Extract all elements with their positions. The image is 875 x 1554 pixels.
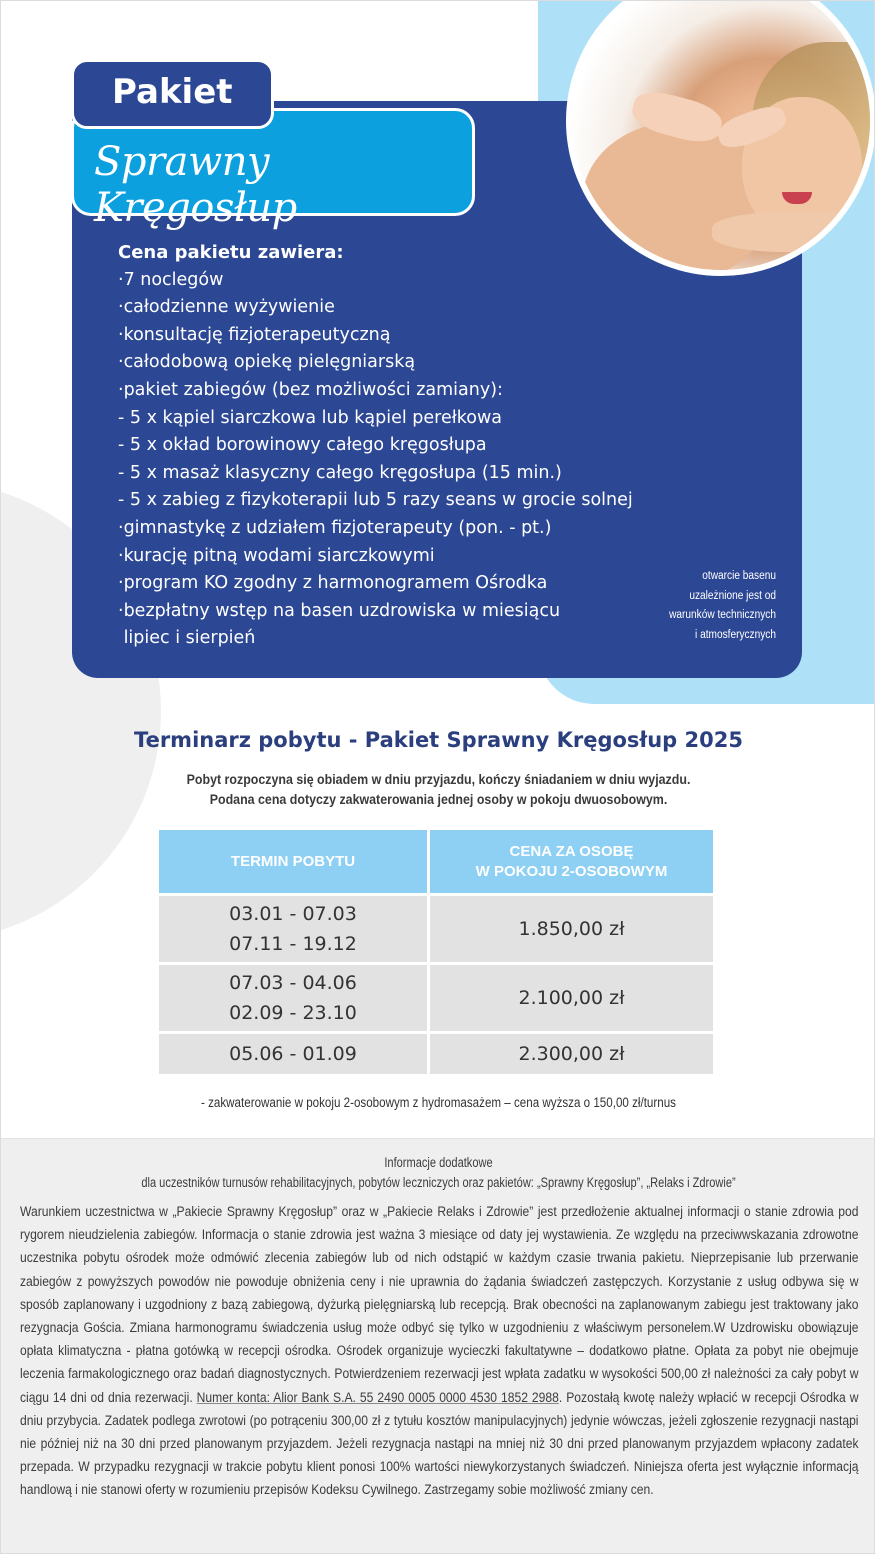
header-dates: TERMIN POBYTU [159,830,427,893]
includes-item: ·gimnastykę z udziałem fizjoterapeuty (pon. - pt.) [118,517,552,538]
price-cell: 2.100,00 zł [430,965,713,1031]
schedule-subtitle-line: Podana cena dotyczy zakwaterowania jednej osoby w pokoju dwuosobowym. [209,792,668,807]
schedule-subtitle-line: Pobyt rozpoczyna się obiadem w dniu przyjazdu, kończy śniadaniem w dniu wyjazdu. [186,772,691,787]
date-range: 02.09 - 23.10 [229,1002,357,1024]
includes-item: ·całodzienne wyżywienie [118,297,335,318]
pool-note-line: i atmosferycznych [695,628,776,641]
package-label-tab [71,59,274,129]
pool-note-line: otwarcie basenu [702,570,776,582]
info-heading [80,1153,798,1193]
includes-item: - 5 x masaż klasyczny całego kręgosłupa (15 min.) [118,462,562,483]
date-range: 07.11 - 19.12 [229,933,357,955]
includes-item: ·całodobową opiekę pielęgniarską [118,352,416,373]
includes-item: ·bezpłatny wstęp na basen uzdrowiska w miesiącu [118,600,561,621]
price-table [156,827,716,1077]
additional-info-section [1,1138,875,1554]
table-row [159,1034,713,1074]
info-body-text [20,1201,858,1503]
pool-note-line: uzależnione jest od [689,589,776,602]
header-price-line: CENA ZA OSOBĘ [509,842,634,860]
bank-account-link[interactable]: Numer konta: Alior Bank S.A. 55 2490 0005 0000 4530 1852 2988 [196,1389,559,1406]
includes-item: ·pakiet zabiegów (bez możliwości zamiany): [118,379,503,400]
package-includes-list [118,239,633,653]
header-price [430,830,713,893]
price-cell: 2.300,00 zł [430,1034,713,1074]
hydromassage-note: - zakwaterowanie w pokoju 2-osobowym z hydromasażem – cena wyższa o 150,00 zł/turnus [201,1095,676,1110]
massage-photo [566,0,875,276]
pool-note-line: warunków technicznych [669,609,776,621]
info-text: . Pozostałą kwotę należy wpłacić w recepcji Ośrodka w dniu przybycia. Zadatek podlega zwrotowi (po potrąceniu 300,00 zł z tytułu kosztów manipulacyjnych) jedynie wówczas, jeżeli zgłoszenie rezygnacji nastąpi nie później niż na 30 dni przed planowanym przyjazdem. Jeżeli rezygnacja nastąpi na mniej niż 30 dni przed planowanym przyjazdem wpłacony zadatek przepada. W przypadku rezygnacji w trakcie pobytu klient ponosi 100% wartości niewykorzystanych świadczeń. Niniejsza oferta jest wyłącznie informacją handlową i nie stanowi oferty w rozumieniu przepisów Kodeksu Cywilnego. Zastrzegamy sobie możliwość zmiany cen. [20,1389,859,1499]
info-title: Informacje dodatkowe [384,1155,493,1170]
table-row [159,896,713,962]
includes-item: - 5 x kąpiel siarczkowa lub kąpiel perełkowa [118,407,502,428]
includes-item: ·konsultację fizjoterapeutyczną [118,324,391,345]
header-price-line: W POKOJU 2-OSOBOWYM [475,862,668,880]
schedule-subtitle [36,770,841,810]
date-range: 05.06 - 01.09 [229,1043,357,1065]
table-row [159,965,713,1031]
includes-item: - 5 x zabieg z fizykoterapii lub 5 razy seans w grocie solnej [118,490,633,511]
includes-item: lipiec i sierpień [118,628,256,649]
package-label: Pakiet [112,72,233,112]
schedule-title: Terminarz pobytu - Pakiet Sprawny Kręgosłup 2025 [134,728,743,752]
date-range: 03.01 - 07.03 [229,903,357,925]
dates-cell [159,896,427,962]
pool-opening-note [648,567,776,645]
price-cell: 1.850,00 zł [430,896,713,962]
photo-arm-shape [712,212,875,252]
dates-cell [159,965,427,1031]
table-header-row [159,830,713,893]
package-name: Sprawny Kręgosłup [94,139,297,231]
info-subtitle: dla uczestników turnusów rehabilitacyjnych, pobytów leczniczych oraz pakietów: „Sprawny Kręgosłup”, „Relaks i Zdrowie” [141,1175,736,1190]
includes-item: ·program KO zgodny z harmonogramem Ośrodka [118,573,548,594]
includes-item: - 5 x okład borowinowy całego kręgosłupa [118,435,487,456]
info-text: Warunkiem uczestnictwa w „Pakiecie Sprawny Kręgosłup” oraz w „Pakiecie Relaks i Zdrowie” jest przedłożenie aktualnej informacji o stanie zdrowia pod rygorem nieudzielenia zabiegów. Informacja o stanie zdrowia jest ważna 3 miesiące od daty jej wystawienia. Ze względu na przeciwwskazania zdrowotne uczestnika pobytu ośrodek może odmówić zlecenia zabiegów lub od nich odstąpić w każdym czasie trwania pakietu. Nieprzepisanie lub przerwanie zabiegów z powyższych powodów nie powoduje obniżenia ceny i nie uprawnia do żądania świadczeń zastępczych. Korzystanie z usług odbywa się w sposób zaplanowany i uzgodniony z bazą zabiegową, dyżurką pielęgniarską lub recepcją. Brak obecności na zaplanowanym zabiegu jest traktowany jako rezygnacja Gościa. Zmiana harmonogramu świadczenia usług może odbyć się tylko w uzgodnieniu z właściwym personelem.W Uzdrowisku obowiązuje opłata klimatyczna - płatna gotówką w recepcji ośrodka. Ośrodek organizuje wycieczki fakultatywne – dodatkowo płatne. Opłata za pobyt nie obejmuje leczenia farmakologicznego oraz badań diagnostycznych. Potwierdzeniem rezerwacji jest wpłata zadatku w wysokości 500,00 zł należności za cały pobyt w ciągu 14 dni od dnia rezerwacji. [20,1204,859,1406]
includes-item: ·kurację pitną wodami siarczkowymi [118,545,435,566]
includes-heading: Cena pakietu zawiera: [118,242,344,263]
includes-item: ·7 noclegów [118,269,224,290]
dates-cell [159,1034,427,1074]
date-range: 07.03 - 04.06 [229,972,357,994]
